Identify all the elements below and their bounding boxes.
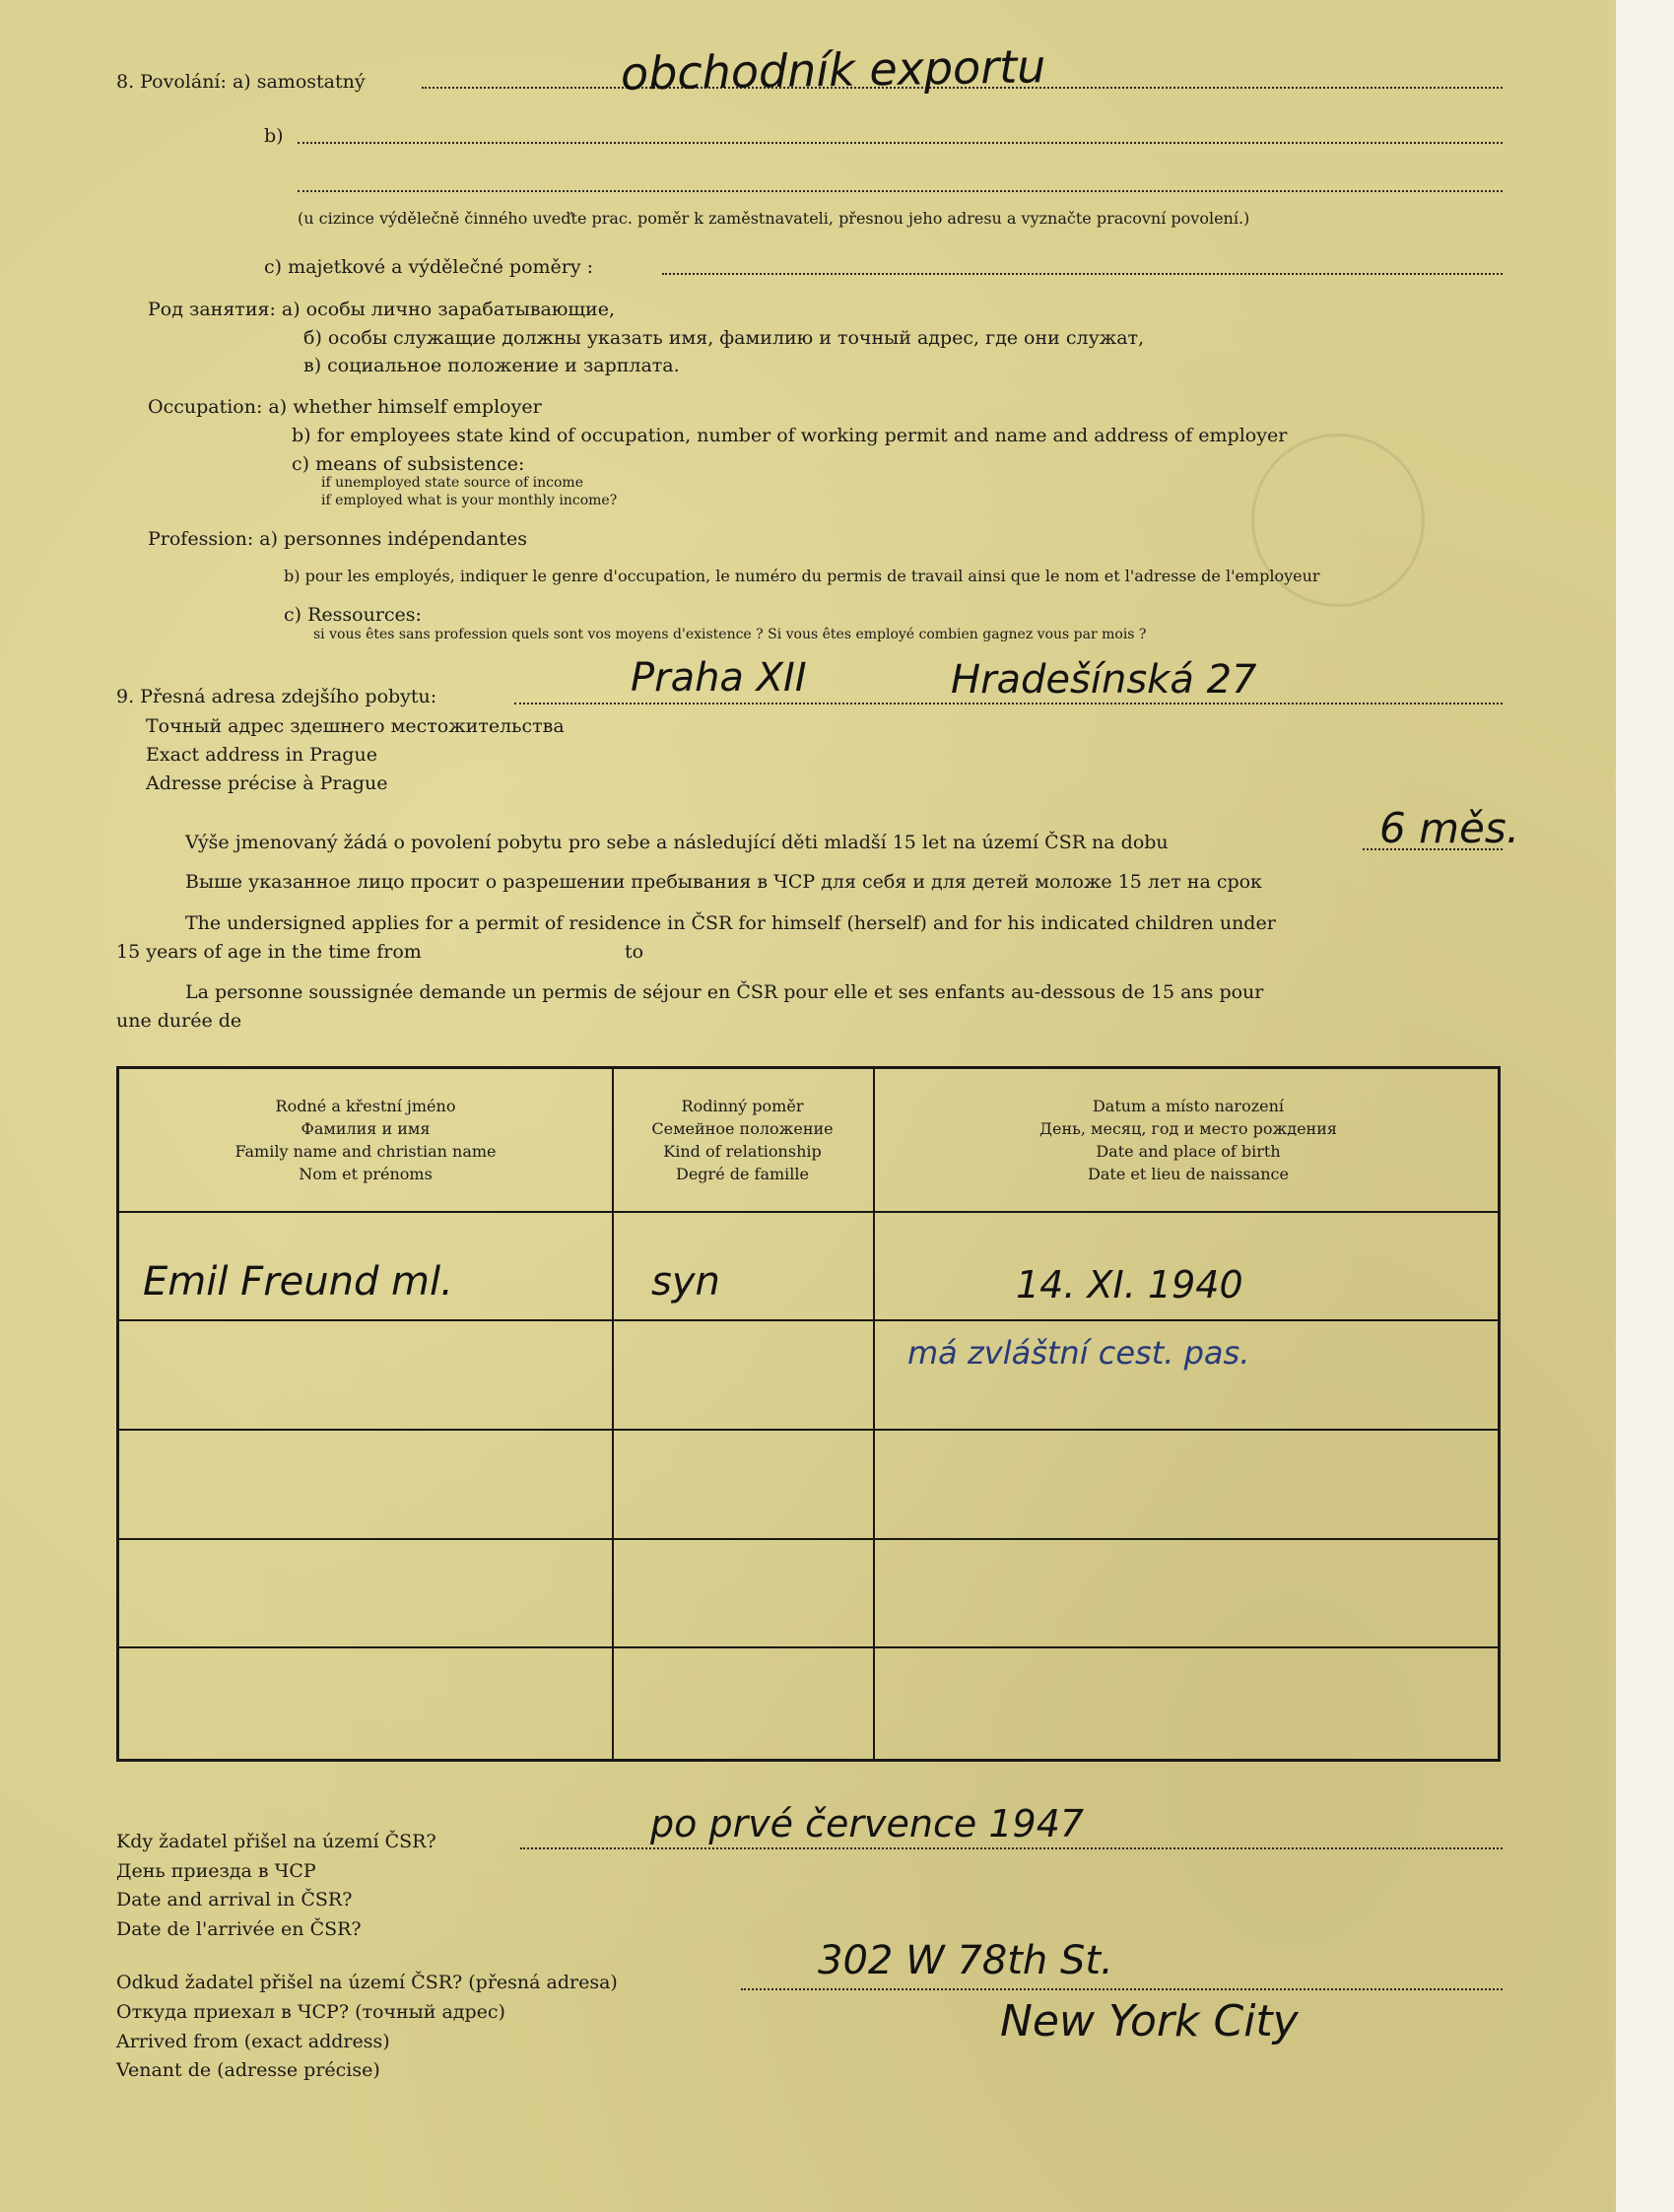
permit-en-1: The undersigned applies for a permit of residence in ČSR for himself (herself) and for his indicated children under xyxy=(185,912,1276,934)
table-row-divider xyxy=(119,1646,1498,1648)
sec8c-line xyxy=(662,273,1503,275)
arrival-answer: po prvé července 1947 xyxy=(650,1802,1085,1845)
table-row-divider xyxy=(119,1538,1498,1540)
sec9-ru: Точный адрес здешнего местожительства xyxy=(146,715,565,737)
address-street: Hradešínská 27 xyxy=(951,657,1257,703)
scan-edge xyxy=(1616,0,1674,2212)
en-occupation-1: Occupation: a) whether himself employer xyxy=(148,396,542,418)
child-relationship: syn xyxy=(651,1259,720,1305)
fr-occupation-4: si vous êtes sans profession quels sont vos moyens d'existence ? Si vous êtes employé combien gagnez vous par mois ? xyxy=(313,627,1147,642)
child-birth-date: 14. XI. 1940 xyxy=(1016,1263,1243,1307)
permit-cs: Výše jmenovaný žádá o povolení pobytu pro sebe a následující děti mladší 15 let na území ČSR na dobu xyxy=(185,832,1169,853)
arrival-ru: День приезда в ЧСР xyxy=(116,1860,316,1882)
permit-duration: 6 měs. xyxy=(1379,804,1520,852)
sec8b-label: b) xyxy=(264,125,284,147)
foreign-note: (u cizince výdělečně činného uveďte prac. poměr k zaměstnavateli, přesnou jeho adresu a vyznačte pracovní povolení.) xyxy=(298,209,1250,228)
permit-fr-2: une durée de xyxy=(116,1010,242,1032)
sec8-label: 8. Povolání: a) samostatný xyxy=(116,71,366,93)
permit-fr-1: La personne soussignée demande un permis de séjour en ČSR pour elle et ses enfants au-dessous de 15 ans pour xyxy=(185,981,1264,1003)
from-answer-2: New York City xyxy=(1000,1996,1299,2046)
from-fr: Venant de (adresse précise) xyxy=(116,2059,380,2081)
table-row-divider xyxy=(119,1319,1498,1321)
table-header-divider xyxy=(119,1211,1498,1213)
from-en: Arrived from (exact address) xyxy=(116,2031,390,2052)
from-cs: Odkud žadatel přišel na území ČSR? (přesná adresa) xyxy=(116,1972,618,1993)
fr-occupation-3: c) Ressources: xyxy=(284,604,422,626)
sec8b-line-2 xyxy=(298,190,1503,192)
from-ru: Откуда приехал в ЧСР? (точный адрес) xyxy=(116,2001,505,2023)
header-name: Rodné a křestní jméno Фамилия и имя Family name and christian name Nom et prénoms xyxy=(234,1097,497,1183)
table-row-divider xyxy=(119,1429,1498,1431)
fr-occupation-1: Profession: a) personnes indépendantes xyxy=(148,528,527,550)
arrival-cs: Kdy žadatel přišel na území ČSR? xyxy=(116,1831,436,1852)
en-occupation-4: if unemployed state source of income xyxy=(321,475,583,491)
from-line xyxy=(741,1988,1503,1990)
permit-en-2a: 15 years of age in the time from xyxy=(116,941,422,963)
header-relationship: Rodinný poměr Семейное положение Kind of relationship Degré de famille xyxy=(651,1097,834,1183)
sec9-cs: 9. Přesná adresa zdejšího pobytu: xyxy=(116,686,437,707)
en-occupation-3: c) means of subsistence: xyxy=(292,453,525,475)
en-occupation-5: if employed what is your monthly income? xyxy=(321,493,618,508)
sec8b-line xyxy=(298,142,1503,144)
children-table xyxy=(116,1066,1501,1762)
arrival-fr: Date de l'arrivée en ČSR? xyxy=(116,1918,362,1940)
permit-ru: Выше указанное лицо просит о разрешении пребывания в ЧСР для себя и для детей моложе 15 лет на срок xyxy=(185,871,1262,893)
child-name: Emil Freund ml. xyxy=(143,1259,453,1305)
ru-occupation-3: в) социальное положение и зарплата. xyxy=(303,355,680,376)
permit-en-2b: to xyxy=(625,941,644,963)
ru-occupation-1: Род занятия: а) особы лично зарабатывающие, xyxy=(148,299,615,320)
ru-occupation-2: б) особы служащие должны указать имя, фамилию и точный адрес, где они служат, xyxy=(303,327,1145,349)
child-note: má zvláštní cest. pas. xyxy=(907,1334,1250,1372)
address-city: Praha XII xyxy=(631,655,807,701)
en-occupation-2: b) for employees state kind of occupation, number of working permit and name and address of employer xyxy=(292,425,1288,446)
fr-occupation-2: b) pour les employés, indiquer le genre d'occupation, le numéro du permis de travail ainsi que le nom et l'adresse de l'employeur xyxy=(284,567,1320,585)
sec8c-label: c) majetkové a výdělečné poměry : xyxy=(264,256,594,278)
from-answer-1: 302 W 78th St. xyxy=(818,1938,1113,1983)
arrival-en: Date and arrival in ČSR? xyxy=(116,1889,353,1910)
occupation-answer: obchodník exportu xyxy=(620,39,1046,101)
sec9-fr: Adresse précise à Prague xyxy=(146,772,388,794)
header-birth: Datum a místo narození День, месяц, год и место рождения Date and place of birth Date et lieu de naissance xyxy=(1039,1097,1337,1183)
arrival-line xyxy=(520,1847,1503,1849)
sec9-en: Exact address in Prague xyxy=(146,744,377,766)
sec9-line xyxy=(514,703,1503,704)
